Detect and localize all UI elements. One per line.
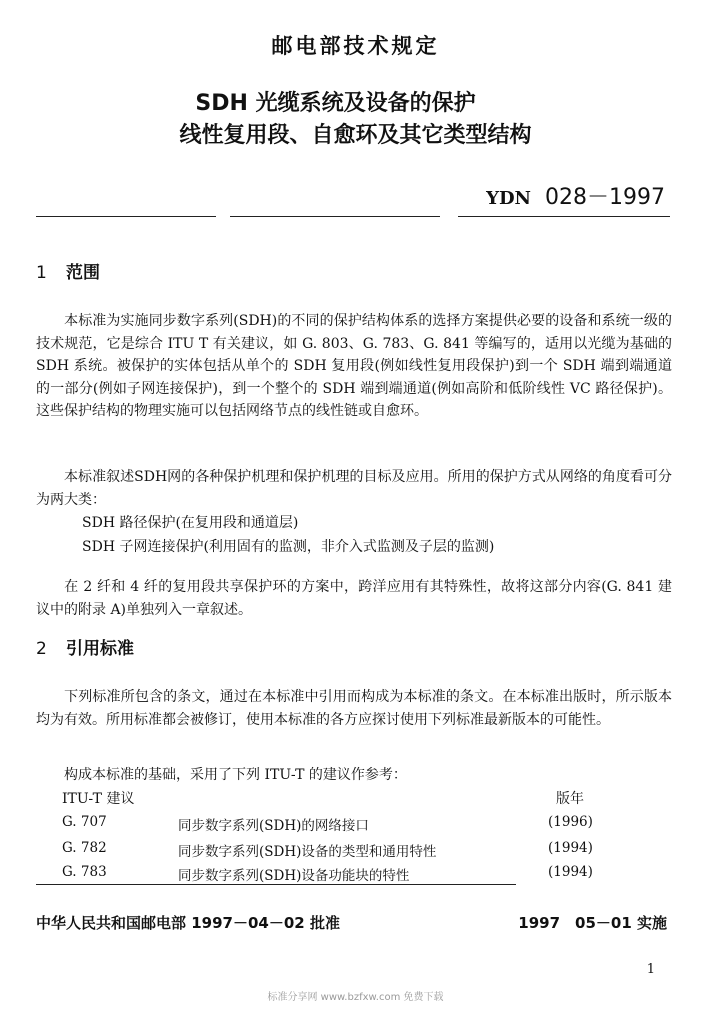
section-title: 引用标准 — [66, 639, 134, 659]
paragraph: 下列标准所包含的条文，通过在本标准中引用而构成为本标准的条文。在本标准出版时，所示版本均为有效。所用标准都会被修订，使用本标准的各方应探讨使用下列标准最新版本的可能性。 — [36, 689, 672, 728]
section-number: 1 — [36, 263, 47, 283]
paragraph: 本标准叙述SDH网的各种保护机理和保护机理的目标及应用。所用的保护方式从网络的角度看可分为两大类： — [36, 469, 672, 508]
divider-line — [458, 216, 670, 217]
issuer-title: 邮电部技术规定 — [271, 34, 440, 58]
paragraph: 本标准为实施同步数字系列(SDH)的不同的保护结构体系的选择方案提供必要的设备和系统一级的技术规范，它是综合 ITU T 有关建议，如 G. 803、G. 783、G. 841 等编写的，适用以光缆为基础的 SDH 系统。被保护的实体包括从单个的 SDH 复用段(例如线性复用段保护)到一个 SDH 端到端通道的一部分(例如子网连接保护)，到一个整个的 SDH 端到端通道(例如高阶和低阶线性 VC 路径保护)。这些保护结构的物理实施可以包括网络节点的线性链或自愈环。 — [36, 313, 672, 419]
standard-prefix: YDN — [486, 188, 532, 209]
section-heading — [36, 258, 100, 283]
document-title-line2: 线性复用段、自愈环及其它类型结构 — [179, 123, 532, 148]
section-number: 2 — [36, 639, 47, 659]
divider-line — [36, 884, 516, 885]
paragraph: 在 2 纤和 4 纤的复用段共享保护环的方案中，跨洋应用有其特殊性，故将这部分内容(G. 841 建议中的附录 A)单独列入一章叙述。 — [36, 579, 672, 618]
approval-line: 中华人民共和国邮电部 1997－04－02 批准 — [36, 914, 340, 932]
reference-title: 同步数字系列(SDH)设备的类型和通用特性 — [178, 844, 437, 860]
reference-column-year: 版年 — [556, 791, 584, 807]
divider-line — [230, 216, 440, 217]
reference-title: 同步数字系列(SDH)设备功能块的特性 — [178, 868, 410, 884]
document-title-line1: SDH 光缆系统及设备的保护 — [195, 91, 476, 116]
reference-year: (1994) — [548, 864, 593, 880]
reference-code: G. 783 — [62, 864, 107, 880]
list-item: SDH 子网连接保护(利用固有的监测，非介入式监测及子层的监测) — [82, 539, 495, 555]
divider-line — [36, 216, 216, 217]
reference-title: 同步数字系列(SDH)的网络接口 — [178, 818, 369, 834]
reference-year: (1996) — [548, 814, 593, 830]
reference-column-code: ITU-T 建议 — [62, 791, 135, 807]
section-title: 范围 — [66, 263, 100, 283]
reference-year: (1994) — [548, 840, 593, 856]
section-heading — [36, 634, 134, 659]
watermark-text: 标准分享网 www.bzfxw.com 免费下载 — [267, 992, 444, 1003]
standard-number — [486, 180, 665, 211]
paragraph: 构成本标准的基础，采用了下列 ITU-T 的建议作参考： — [64, 767, 407, 783]
standard-code: 028－1997 — [545, 185, 665, 210]
page-number: 1 — [646, 962, 655, 977]
reference-code: G. 782 — [62, 840, 107, 856]
reference-code: G. 707 — [62, 814, 107, 830]
list-item: SDH 路径保护(在复用段和通道层) — [82, 515, 299, 531]
effective-date: 1997 05－01 实施 — [518, 914, 667, 932]
